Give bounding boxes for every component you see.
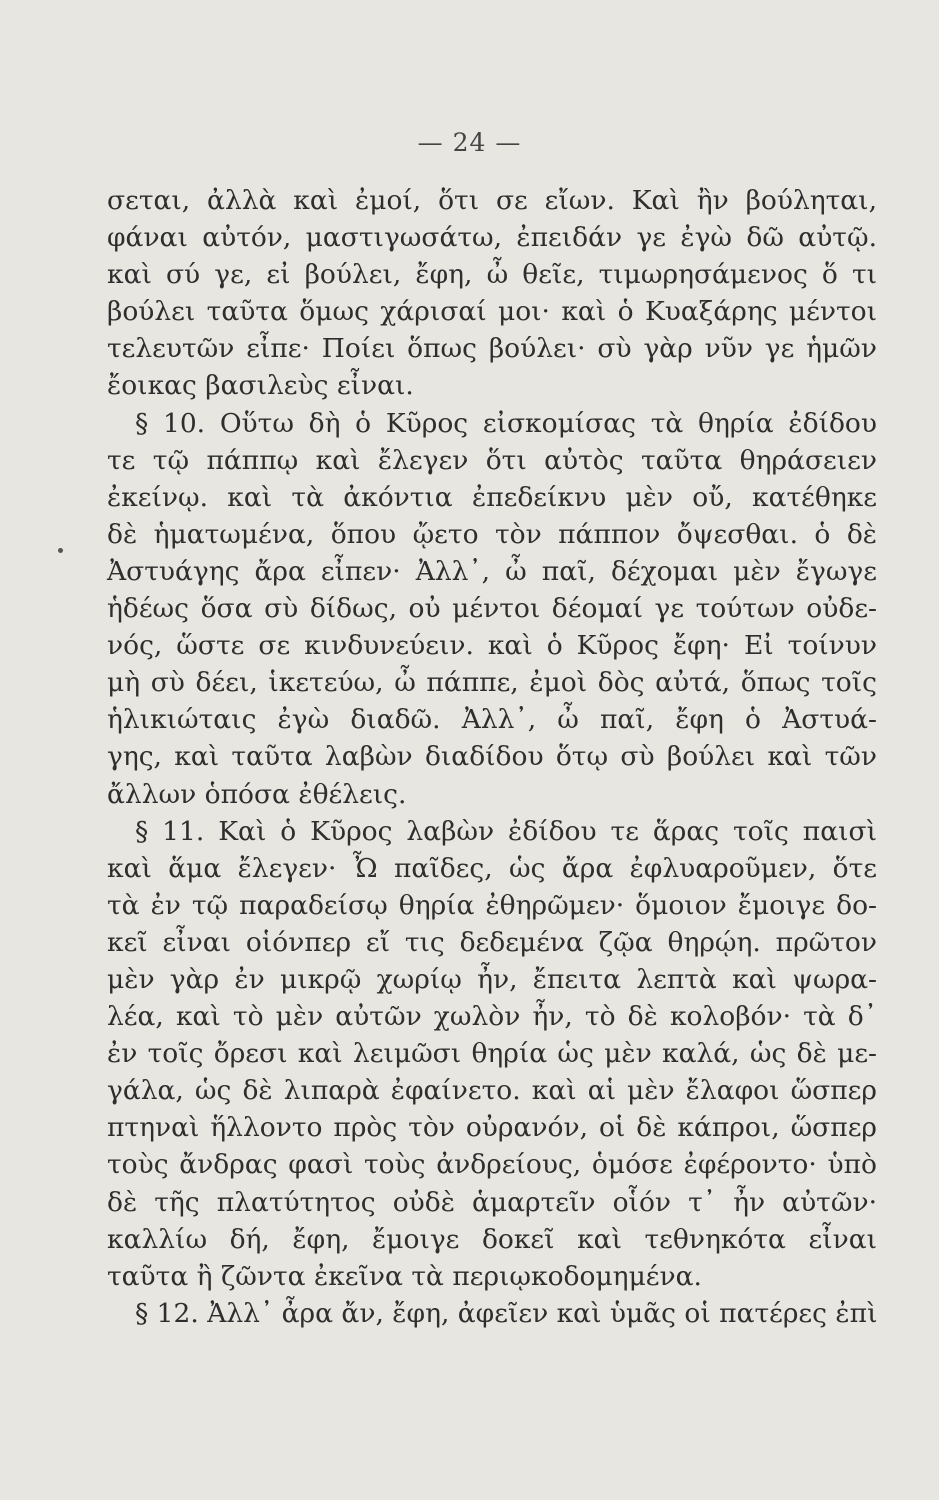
page-number: — 24 — <box>417 128 522 157</box>
text-line: § 10. Οὕτω δὴ ὁ Κῦρος εἰσκομίσας τὰ θηρία ἐδίδου <box>135 407 877 439</box>
text-line: ἐν τοῖς ὄρεσι καὶ λειμῶσι θηρία ὡς μὲν καλά, ὡς δὲ με- <box>107 1038 877 1070</box>
text-line: ἐκείνῳ. καὶ τὰ ἀκόντια ἐπεδείκνυ μὲν οὔ, κατέθηκε <box>107 481 877 513</box>
text-line: τὰ ἐν τῷ παραδείσῳ θηρία ἐθηρῶμεν· ὅμοιον ἔμοιγε δο- <box>107 889 877 921</box>
text-line: § 12. Ἀλλ᾽ ἆρα ἄν, ἔφη, ἀφεῖεν καὶ ὑμᾶς οἱ πατέρες ἐπὶ <box>135 1297 878 1329</box>
text-line: ἄλλων ὁπόσα ἐθέλεις. <box>107 778 407 810</box>
text-line: βούλει ταῦτα ὅμως χάρισαί μοι· καὶ ὁ Κυαξάρης μέντοι <box>107 296 877 328</box>
text-line: νός, ὥστε σε κινδυνεύειν. καὶ ὁ Κῦρος ἔφη· Εἰ τοίνυν <box>107 630 877 662</box>
text-line: γης, καὶ ταῦτα λαβὼν διαδίδου ὅτῳ σὺ βούλει καὶ τῶν <box>107 741 877 773</box>
text-line: μὲν γὰρ ἐν μικρῷ χωρίῳ ἦν, ἔπειτα λεπτὰ καὶ ψωρα- <box>107 963 877 995</box>
text-line: καὶ ἅμα ἔλεγεν· Ὦ παῖδες, ὡς ἄρα ἐφλυαροῦμεν, ὅτε <box>107 852 877 884</box>
text-line: δὲ ἡματωμένα, ὅπου ᾤετο τὸν πάππον ὄψεσθαι. ὁ δὲ <box>107 518 877 550</box>
margin-speck <box>58 548 63 553</box>
text-line: ἡδέως ὅσα σὺ δίδως, οὐ μέντοι δέομαί γε τούτων οὐδε- <box>107 593 877 625</box>
text-line: δὲ τῆς πλατύτητος οὐδὲ ἁμαρτεῖν οἷόν τ᾽ ἦν αὐτῶν· <box>107 1186 877 1218</box>
text-line: καλλίω δή, ἔφη, ἔμοιγε δοκεῖ καὶ τεθνηκότα εἶναι <box>107 1223 877 1255</box>
text-line: γάλα, ὡς δὲ λιπαρὰ ἐφαίνετο. καὶ αἱ μὲν ἔλαφοι ὥσπερ <box>107 1075 877 1107</box>
text-line: λέα, καὶ τὸ μὲν αὐτῶν χωλὸν ἦν, τὸ δὲ κολοβόν· τὰ δ᾽ <box>107 1001 877 1033</box>
text-line: πτηναὶ ἥλλοντο πρὸς τὸν οὐρανόν, οἱ δὲ κάπροι, ὥσπερ <box>107 1112 877 1144</box>
text-line: Ἀστυάγης ἄρα εἶπεν· Ἀλλ᾽, ὦ παῖ, δέχομαι μὲν ἔγωγε <box>107 555 877 587</box>
text-line: κεῖ εἶναι οἱόνπερ εἴ τις δεδεμένα ζῷα θηρῴη. πρῶτον <box>107 926 877 958</box>
text-line: ταῦτα ἢ ζῶντα ἐκεῖνα τὰ περιῳκοδομημένα. <box>107 1260 702 1292</box>
text-line: μὴ σὺ δέει, ἱκετεύω, ὦ πάππε, ἐμοὶ δὸς αὐτά, ὅπως τοῖς <box>107 667 877 699</box>
text-line: § 11. Καὶ ὁ Κῦρος λαβὼν ἐδίδου τε ἅρας τοῖς παισὶ <box>135 815 877 847</box>
text-line: τελευτῶν εἶπε· Ποίει ὅπως βούλει· σὺ γὰρ νῦν γε ἡμῶν <box>107 333 877 365</box>
text-line: τε τῷ πάππῳ καὶ ἔλεγεν ὅτι αὐτὸς ταῦτα θηράσειεν <box>107 444 877 476</box>
text-line: σεται, ἀλλὰ καὶ ἐμοί, ὅτι σε εἴων. Καὶ ἢν βούληται, <box>107 185 877 216</box>
text-line: ἡλικιώταις ἐγὼ διαδῶ. Ἀλλ᾽, ὦ παῖ, ἔφη ὁ Ἀστυά- <box>107 704 877 736</box>
text-line: καὶ σύ γε, εἰ βούλει, ἔφη, ὦ θεῖε, τιμωρησάμενος ὅ τι <box>107 259 877 291</box>
text-line: ἔοικας βασιλεὺς εἶναι. <box>107 370 414 402</box>
body-text <box>107 182 877 1332</box>
text-line: φάναι αὐτόν, μαστιγωσάτω, ἐπειδάν γε ἐγὼ δῶ αὐτῷ. <box>107 222 877 254</box>
text-line: τοὺς ἄνδρας φασὶ τοὺς ἀνδρείους, ὁμόσε ἐφέροντο· ὑπὸ <box>107 1149 877 1181</box>
